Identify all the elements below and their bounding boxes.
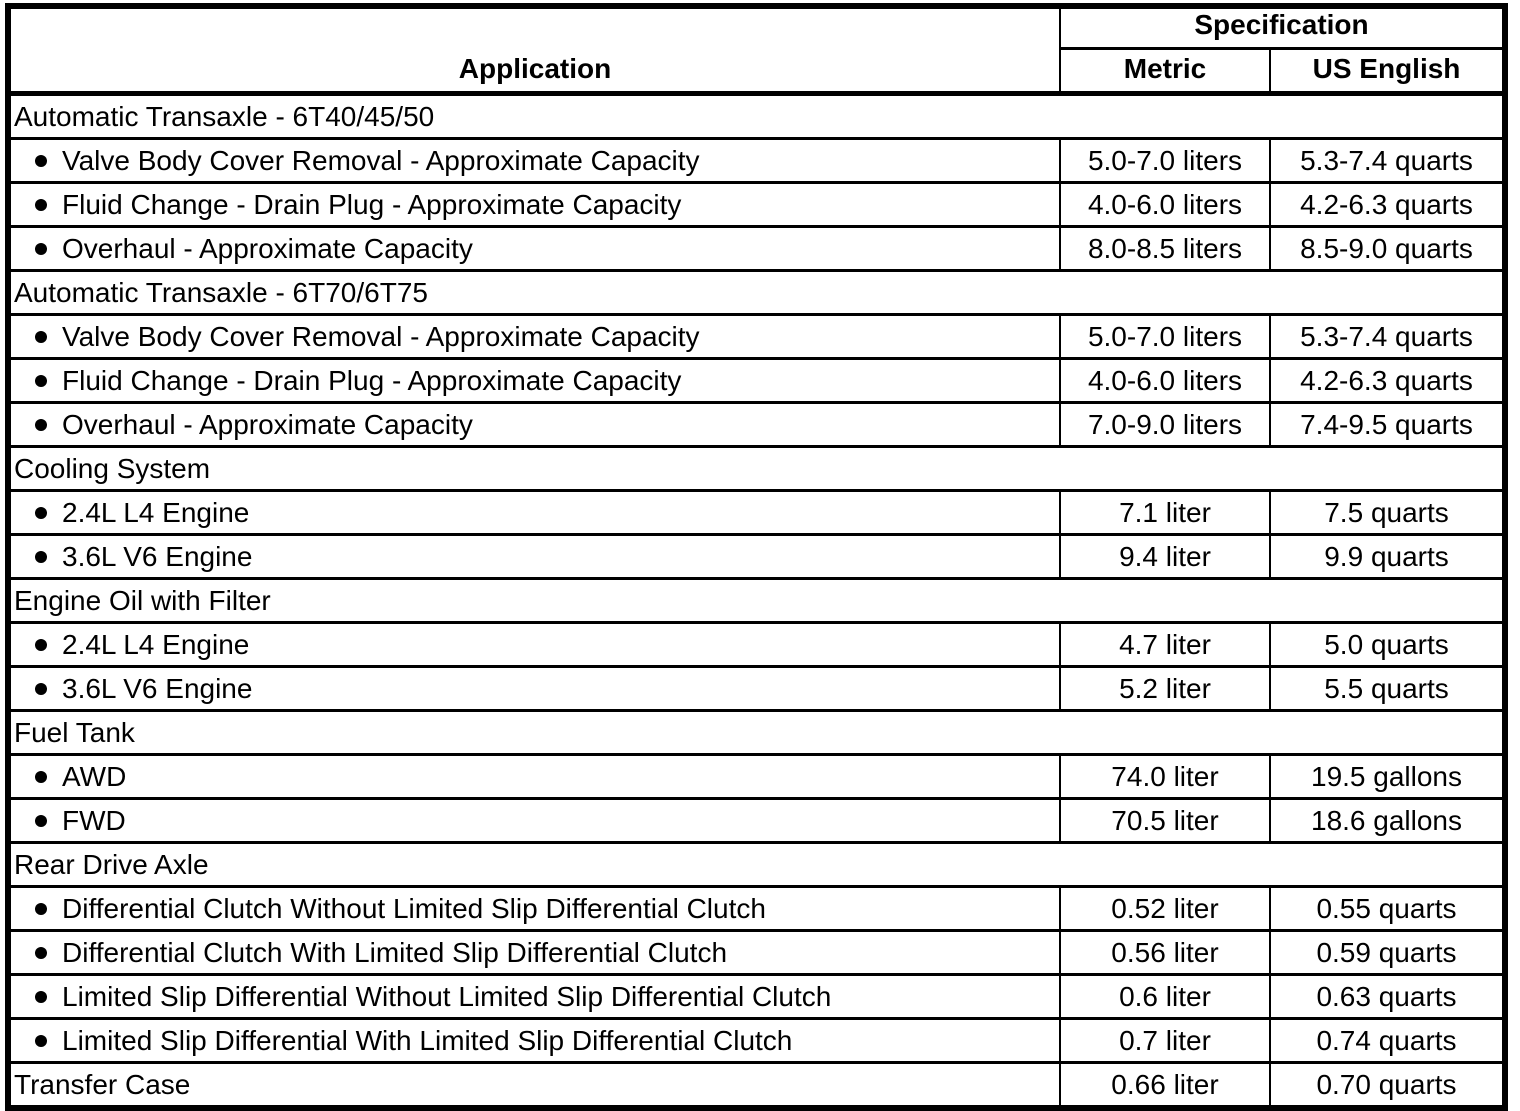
application-item-label: 2.4L L4 Engine [62,496,250,528]
metric-value: 4.0-6.0 liters [1060,183,1270,227]
us-english-value: 7.4-9.5 quarts [1270,403,1505,447]
us-english-value: 18.6 gallons [1270,799,1505,843]
bullet-icon [35,507,47,519]
us-english-column-header: US English [1270,49,1505,94]
table-header [8,6,1505,94]
application-item [11,497,1059,529]
section-label: Engine Oil with Filter [8,579,1505,623]
metric-value: 8.0-8.5 liters [1060,227,1270,271]
metric-value: 70.5 liter [1060,799,1270,843]
table-row [8,139,1505,183]
us-english-value: 4.2-6.3 quarts [1270,359,1505,403]
application-item-label: 3.6L V6 Engine [62,540,253,572]
section-row [8,843,1505,887]
metric-value: 5.0-7.0 liters [1060,315,1270,359]
table-row [8,535,1505,579]
table-row [8,623,1505,667]
metric-value: 0.7 liter [1060,1019,1270,1063]
section-row [8,711,1505,755]
application-item-label: Differential Clutch With Limited Slip Differential Clutch [62,936,728,968]
table-row [8,359,1505,403]
table-row [8,183,1505,227]
application-item [11,981,1059,1013]
application-item [11,1025,1059,1057]
bullet-icon [35,243,47,255]
bullet-icon [35,639,47,651]
us-english-value: 0.63 quarts [1270,975,1505,1019]
section-label: Fuel Tank [8,711,1505,755]
application-plain-label: Transfer Case [8,1063,1060,1109]
metric-value: 0.6 liter [1060,975,1270,1019]
bullet-icon [35,991,47,1003]
metric-column-header: Metric [1060,49,1270,94]
section-label: Cooling System [8,447,1505,491]
metric-value: 0.56 liter [1060,931,1270,975]
application-item [11,365,1059,397]
section-row [8,94,1505,139]
bullet-icon [35,551,47,563]
table-row [8,403,1505,447]
metric-value: 0.52 liter [1060,887,1270,931]
application-item [11,541,1059,573]
us-english-value: 4.2-6.3 quarts [1270,183,1505,227]
application-item [11,189,1059,221]
table-row [8,315,1505,359]
fluid-capacities-table-wrap [5,3,1508,1111]
metric-value: 74.0 liter [1060,755,1270,799]
table-row [8,931,1505,975]
bullet-icon [35,815,47,827]
table-row [8,887,1505,931]
table-row [8,975,1505,1019]
application-item-label: 2.4L L4 Engine [62,628,250,660]
bullet-icon [35,771,47,783]
application-item [11,409,1059,441]
bullet-icon [35,1035,47,1047]
application-item-label: Valve Body Cover Removal - Approximate Capacity [62,320,700,352]
bullet-icon [35,155,47,167]
us-english-value: 5.0 quarts [1270,623,1505,667]
application-item-label: Overhaul - Approximate Capacity [62,232,473,264]
us-english-value: 0.55 quarts [1270,887,1505,931]
metric-value: 7.0-9.0 liters [1060,403,1270,447]
bullet-icon [35,331,47,343]
metric-value: 9.4 liter [1060,535,1270,579]
bullet-icon [35,947,47,959]
application-item-label: Fluid Change - Drain Plug - Approximate Capacity [62,188,682,220]
us-english-value: 0.70 quarts [1270,1063,1505,1109]
us-english-value: 5.3-7.4 quarts [1270,139,1505,183]
us-english-value: 8.5-9.0 quarts [1270,227,1505,271]
metric-value: 0.66 liter [1060,1063,1270,1109]
application-column-header: Application [8,6,1060,94]
section-row [8,271,1505,315]
metric-value: 5.2 liter [1060,667,1270,711]
application-item [11,321,1059,353]
application-item-label: FWD [62,804,126,836]
bullet-icon [35,903,47,915]
table-row [8,1019,1505,1063]
section-label: Automatic Transaxle - 6T40/45/50 [8,94,1505,139]
table-row [8,799,1505,843]
application-item-label: Valve Body Cover Removal - Approximate Capacity [62,144,700,176]
application-item [11,233,1059,265]
metric-value: 5.0-7.0 liters [1060,139,1270,183]
us-english-value: 0.74 quarts [1270,1019,1505,1063]
bullet-icon [35,199,47,211]
application-item [11,937,1059,969]
metric-value: 7.1 liter [1060,491,1270,535]
us-english-value: 9.9 quarts [1270,535,1505,579]
application-item [11,893,1059,925]
us-english-value: 19.5 gallons [1270,755,1505,799]
table-row [8,667,1505,711]
application-item-label: Limited Slip Differential With Limited Slip Differential Clutch [62,1024,793,1056]
application-item [11,761,1059,793]
application-item [11,145,1059,177]
application-item-label: Fluid Change - Drain Plug - Approximate Capacity [62,364,682,396]
capacity-table-body [8,94,1505,1109]
metric-value: 4.7 liter [1060,623,1270,667]
table-row [8,755,1505,799]
header-row-specification [8,6,1505,49]
table-row [8,227,1505,271]
application-item-label: Limited Slip Differential Without Limited Slip Differential Clutch [62,980,832,1012]
metric-value: 4.0-6.0 liters [1060,359,1270,403]
section-label: Automatic Transaxle - 6T70/6T75 [8,271,1505,315]
application-item-label: Overhaul - Approximate Capacity [62,408,473,440]
table-row [8,491,1505,535]
section-row [8,579,1505,623]
application-item-label: 3.6L V6 Engine [62,672,253,704]
us-english-value: 5.5 quarts [1270,667,1505,711]
application-item-label: AWD [62,760,127,792]
application-item [11,805,1059,837]
us-english-value: 5.3-7.4 quarts [1270,315,1505,359]
fluid-capacities-table [5,3,1508,1111]
application-item-label: Differential Clutch Without Limited Slip Differential Clutch [62,892,766,924]
specification-column-group-header: Specification [1060,6,1505,49]
section-row [8,447,1505,491]
application-item [11,629,1059,661]
bullet-icon [35,683,47,695]
table-row [8,1063,1505,1109]
bullet-icon [35,419,47,431]
us-english-value: 7.5 quarts [1270,491,1505,535]
us-english-value: 0.59 quarts [1270,931,1505,975]
application-item [11,673,1059,705]
bullet-icon [35,375,47,387]
section-label: Rear Drive Axle [8,843,1505,887]
